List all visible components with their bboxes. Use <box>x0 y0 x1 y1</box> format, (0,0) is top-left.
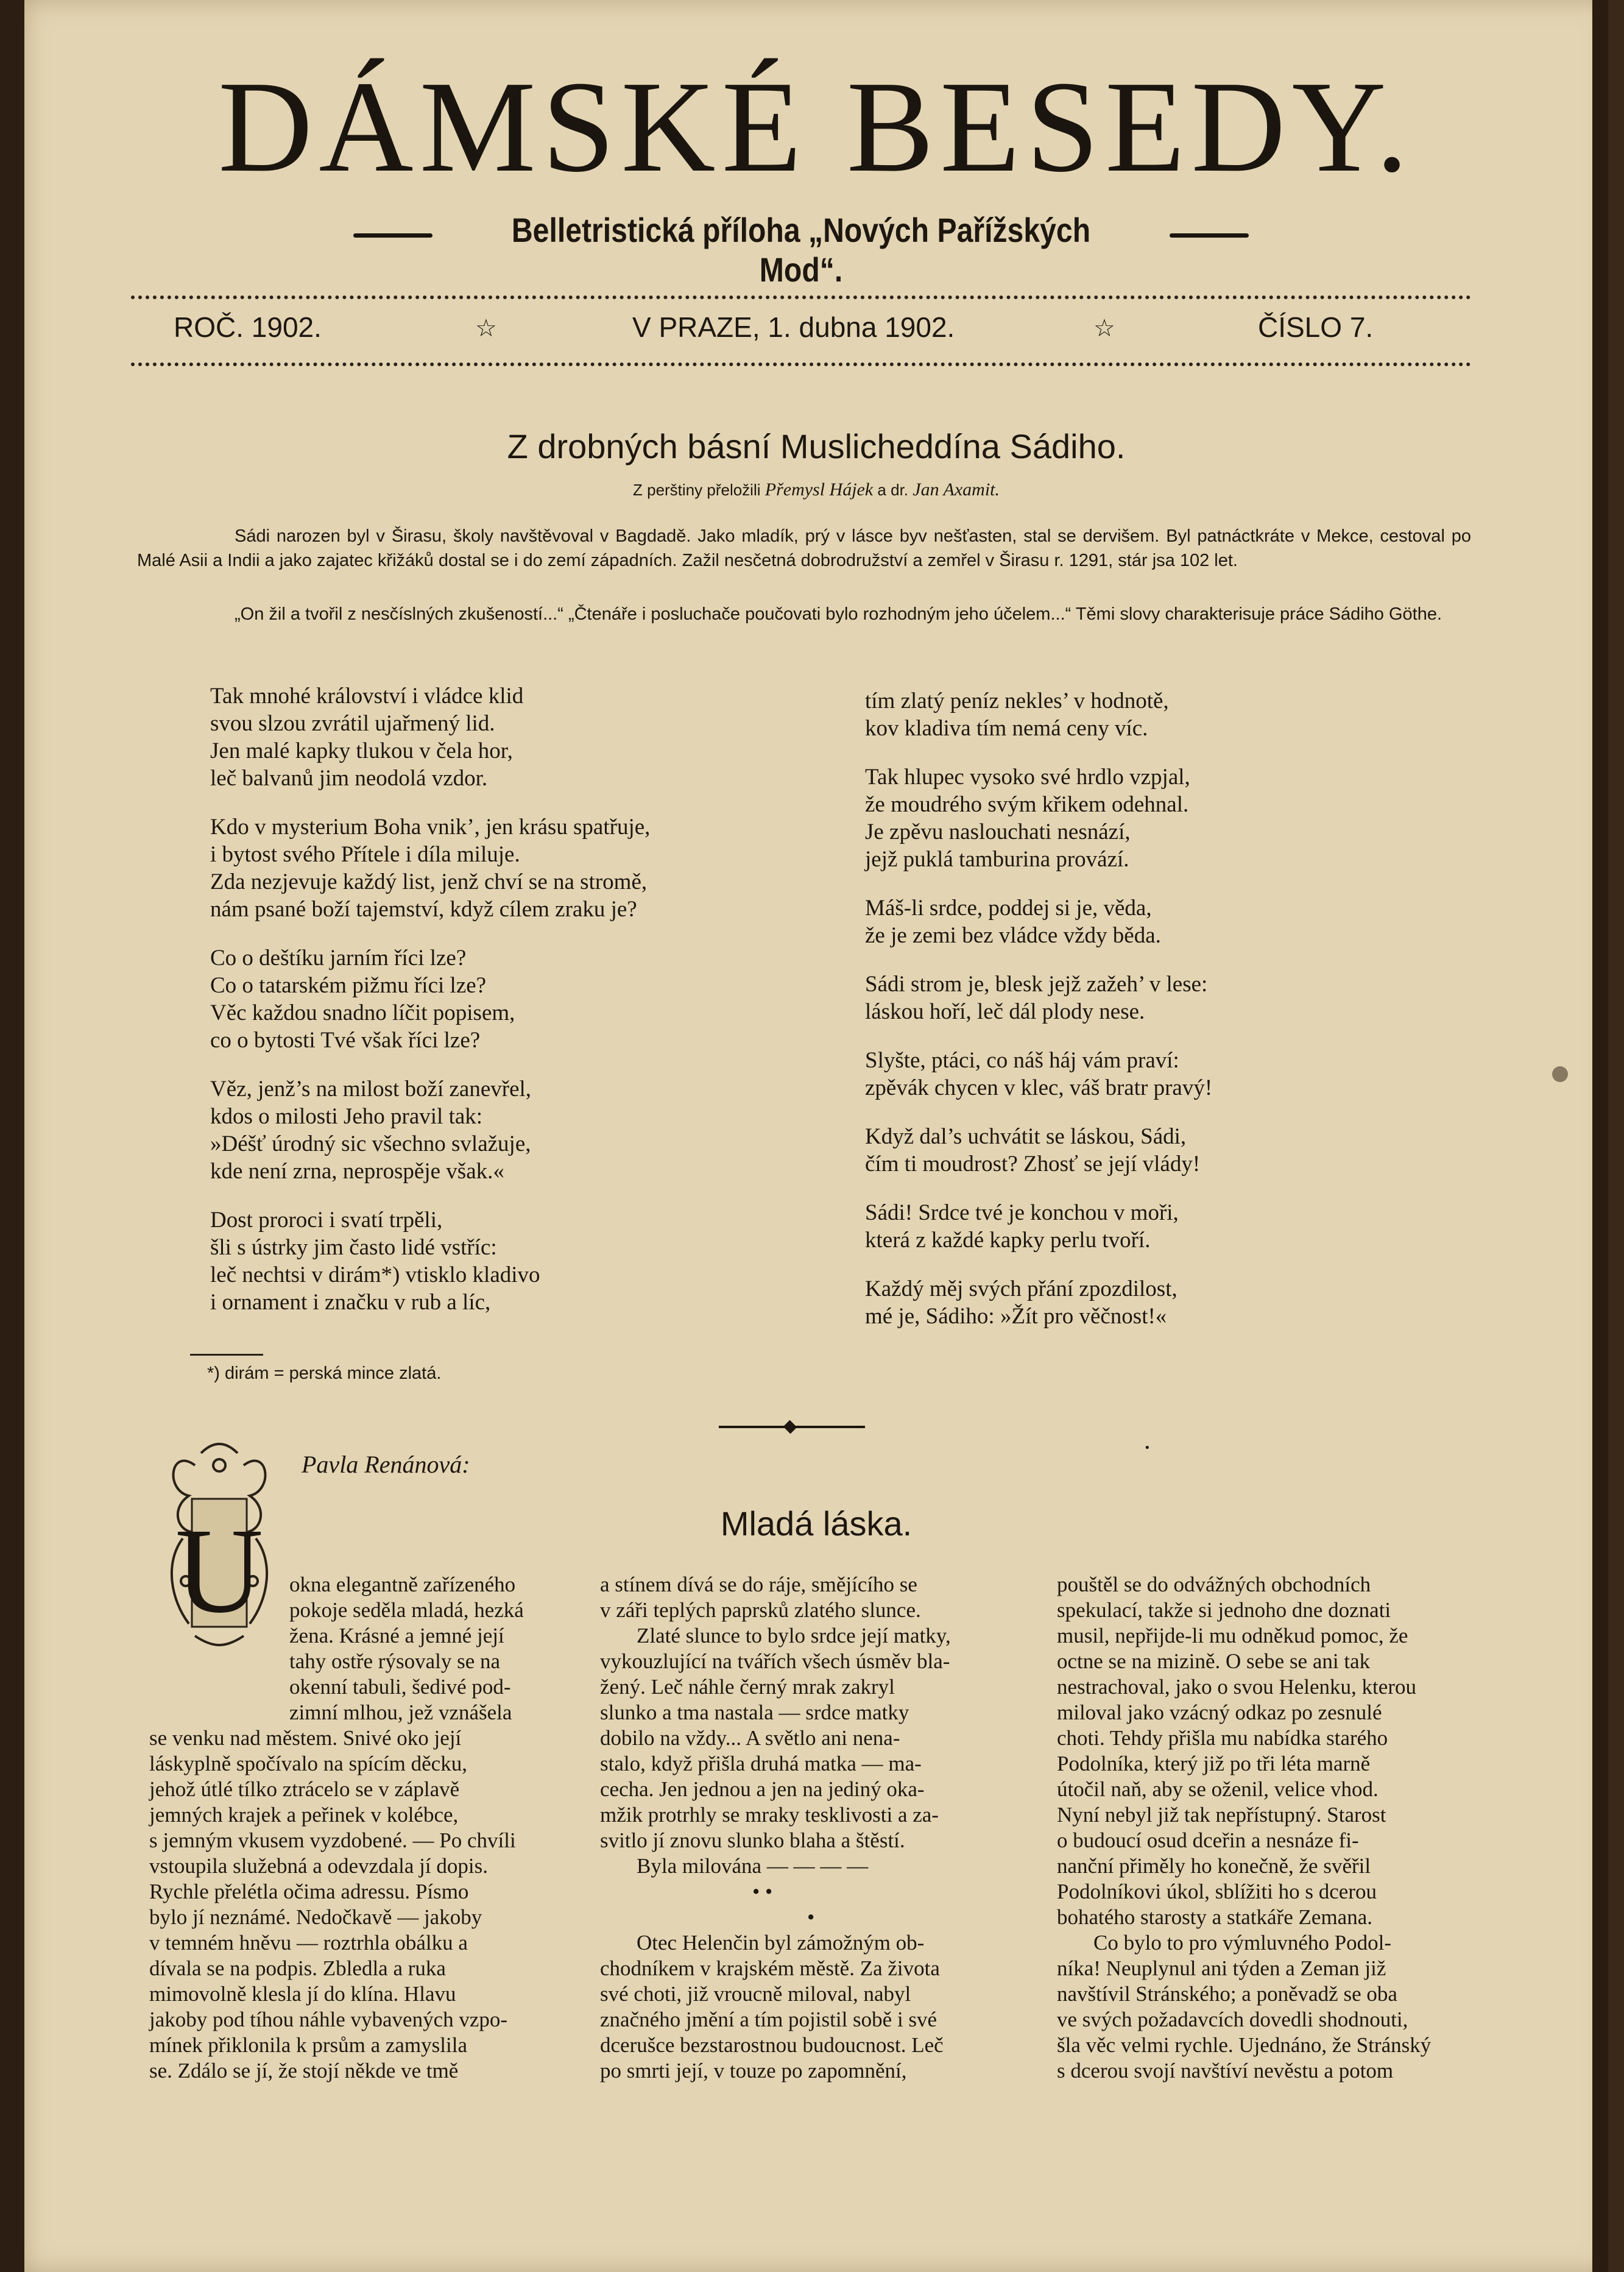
story-line: mínek přiklonila k prsům a zamyslila <box>149 2033 467 2057</box>
ornament-diamond-icon <box>783 1420 797 1434</box>
story-line: útočil naň, aby se oženil, velice vhod. <box>1057 1777 1379 1801</box>
story-line: své choti, již vroucně miloval, nabyl <box>600 1982 911 2006</box>
poem-stanza <box>865 894 1413 949</box>
poem-line: kde není zrna, neprospěje však.« <box>210 1159 504 1184</box>
story-line: se. Zdálo se jí, že stojí někde ve tmě <box>149 2059 459 2083</box>
story-line: cecha. Jen jednou a jen na jediný oka- <box>600 1777 925 1801</box>
story-line: Podolníka, který již po tři léta marně <box>1057 1752 1371 1775</box>
story-title: Mladá láska. <box>720 1504 913 1543</box>
story-line: navštívil Stránského; a poněvadž se oba <box>1057 1982 1397 2006</box>
issue-info-row <box>24 311 1608 353</box>
story-line: • <box>807 1905 815 1929</box>
footnote-rule <box>190 1354 263 1356</box>
story-line: tahy ostře rýsovaly se na <box>289 1649 501 1673</box>
poem-line: i ornament i značku v rub a líc, <box>210 1290 491 1315</box>
story-line: musil, nepřijde-li mu odněkud pomoc, že <box>1057 1624 1408 1647</box>
poem-intro-paragraph: „On žil a tvořil z nesčíslných zkušeností...“ „Čtenáře i posluchače poučovati bylo rozhodným jeho účelem...“ Těmi slovy charakterisuje práce Sádiho Göthe. <box>235 604 1442 624</box>
story-line: ve svých požadavcích dovedli shodnouti, <box>1057 2008 1408 2031</box>
poem-line: Je zpěvu naslouchati nesnází, <box>865 819 1131 844</box>
story-line: v temném hněvu — roztrhla obálku a <box>149 1931 468 1955</box>
story-line: vykouzlující na tvářích všech úsměv bla- <box>600 1649 950 1673</box>
story-line: okna elegantně zařízeného <box>289 1573 516 1596</box>
poem-line: »Déšť úrodný sic všechno svlažuje, <box>210 1131 531 1156</box>
story-line: Podolníkovi úkol, sblížiti ho s dcerou <box>1057 1880 1377 1903</box>
poem-line: kdos o milosti Jeho pravil tak: <box>210 1104 483 1129</box>
poem-stanza <box>865 1199 1413 1254</box>
poem-line: láskou hoří, leč dál plody nese. <box>865 999 1145 1024</box>
story-author: Pavla Renánová: <box>302 1451 470 1478</box>
translators-line <box>24 480 1608 500</box>
story-line: značného jmění a tím pojistil sobě i své <box>600 2008 937 2031</box>
story-line: miloval jako vzácný odkaz po zesnulé <box>1057 1700 1382 1724</box>
translator-name: Jan Axamit. <box>913 480 1000 500</box>
poem-line: Co o tatarském pižmu říci lze? <box>210 973 487 998</box>
story-column-1 <box>149 1572 570 2084</box>
poem-column-left <box>210 682 789 1337</box>
poem-line: Tak hlupec vysoko své hrdlo vzpjal, <box>865 765 1190 790</box>
story-line: Nyní nebyl již tak nepřístupný. Starost <box>1057 1803 1386 1827</box>
poem-stanza <box>865 971 1413 1025</box>
story-line: Otec Helenčin byl zámožným ob- <box>637 1931 925 1955</box>
poem-stanza <box>865 1123 1413 1178</box>
story-line: pokoje seděla mladá, hezká <box>289 1598 524 1622</box>
story-line: s jemným vkusem vyzdobené. — Po chvíli <box>149 1828 516 1852</box>
story-line: žený. Leč náhle černý mrak zakryl <box>600 1675 895 1699</box>
poem-line: Jen malé kapky tlukou v čela hor, <box>210 738 513 763</box>
poem-line: Zda nezjevuje každý list, jenž chví se na stromě, <box>210 869 648 894</box>
poem-line: šli s ústrky jim často lidé vstříc: <box>210 1235 497 1260</box>
story-line: svitlo jí znovu slunko blaha a štěstí. <box>600 1828 905 1852</box>
story-line: Byla milována — — — — <box>637 1854 869 1878</box>
poem-stanza <box>865 1275 1413 1330</box>
masthead-subtitle-row <box>353 210 1249 289</box>
poem-line: Sádi strom je, blesk jejž zažeh’ v lese: <box>865 972 1208 997</box>
poem-line: že moudrého svým křikem odehnal. <box>865 792 1189 817</box>
story-line: níka! Neuplynul ani týden a Zeman již <box>1057 1956 1386 1980</box>
poem-stanza <box>210 1206 789 1316</box>
poem-line: Když dal’s uchvátit se láskou, Sádi, <box>865 1124 1187 1149</box>
poem-line: zpěvák chycen v klec, váš bratr pravý! <box>865 1075 1213 1100</box>
story-line: pouštěl se do odvážných obchodních <box>1057 1573 1371 1596</box>
poem-stanza <box>210 813 789 923</box>
newspaper-page <box>24 0 1608 2272</box>
story-line: láskyplně spočívalo na spícím děcku, <box>149 1752 467 1775</box>
ink-smudge <box>1552 1066 1568 1082</box>
poem-stanza <box>210 682 789 792</box>
dotted-rule-top <box>131 296 1471 299</box>
poem-line: Věc každou snadno líčit popisem, <box>210 1000 515 1025</box>
poem-stanza <box>210 944 789 1054</box>
story-line: • • <box>752 1880 773 1903</box>
story-line: po smrti její, v touze po zapomnění, <box>600 2059 907 2083</box>
issue-year: ROČ. 1902. <box>174 311 322 343</box>
poem-line: Dost proroci i svatí trpěli, <box>210 1208 443 1233</box>
binding-edge <box>0 0 24 2272</box>
poem-line: Tak mnohé království i vládce klid <box>210 684 524 709</box>
story-line: Zlaté slunce to bylo srdce její matky, <box>637 1624 951 1647</box>
poem-line: která z každé kapky perlu tvoří. <box>865 1228 1151 1253</box>
story-line: nanční přiměly ho konečně, že svěřil <box>1057 1854 1371 1878</box>
story-line: žena. Krásné a jemné její <box>289 1624 504 1647</box>
story-line: jehož útlé tílko ztrácelo se v záplavě <box>149 1777 460 1801</box>
story-line: mžik protrhly se mraky tesklivosti a za- <box>600 1803 939 1827</box>
poem-stanza <box>865 763 1413 873</box>
poem-line: Co o deštíku jarním říci lze? <box>210 946 467 971</box>
poem-title: Z drobných básní Muslicheddína Sádiho. <box>507 427 1126 465</box>
poem-line: tím zlatý peníz nekles’ v hodnotě, <box>865 688 1169 713</box>
footnote: *) dirám = perská mince zlatá. <box>207 1364 442 1383</box>
poem-line: leč balvanů jim neodolá vzdor. <box>210 766 488 791</box>
story-line: o budoucí osud dceřin a nesnáze fi- <box>1057 1828 1359 1852</box>
story-column-2 <box>600 1572 1020 2084</box>
story-line: nestrachoval, jako o svou Helenku, kterou <box>1057 1675 1416 1699</box>
story-line: dobilo na vždy... A světlo ani nena- <box>600 1726 900 1750</box>
issue-number: ČÍSLO 7. <box>1258 311 1374 343</box>
story-line: jakoby pod tíhou náhle vybavených vzpo- <box>149 2008 508 2031</box>
story-line: octne se na mizině. O sebe se ani tak <box>1057 1649 1371 1673</box>
story-line: spekulací, takže si jednoho dne doznati <box>1057 1598 1391 1622</box>
masthead-subtitle: Belletristická příloha „Nových Pařížských Mod“. <box>511 211 1091 289</box>
poem-line: jejž puklá tamburina provází. <box>865 847 1129 872</box>
subtitle-rule-left <box>353 233 432 238</box>
story-line: bohatého starosty a statkáře Zemana. <box>1057 1905 1372 1929</box>
story-line: stalo, když přišla druhá matka — ma- <box>600 1752 922 1775</box>
story-line: dcerušce bezstarostnou budoucnost. Leč <box>600 2033 944 2057</box>
story-line: jemných krajek a peřinek v kolébce, <box>149 1803 459 1827</box>
story-line: mimovolně klesla jí do klína. Hlavu <box>149 1982 456 2006</box>
story-line: v záři teplých paprsků zlatého slunce. <box>600 1598 921 1622</box>
poem-stanza <box>210 1075 789 1185</box>
print-speck: • <box>1144 1442 1151 1454</box>
translators-and: a dr. <box>877 481 909 499</box>
poem-line: Sádi! Srdce tvé je konchou v moři, <box>865 1200 1179 1225</box>
story-line: bylo jí neznámé. Nedočkavě — jakoby <box>149 1905 482 1929</box>
poem-line: Máš-li srdce, poddej si je, věda, <box>865 896 1152 921</box>
masthead-title: DÁMSKÉ BESEDY. <box>218 54 1414 199</box>
story-line: s dcerou svojí navštíví nevěstu a potom <box>1057 2059 1394 2083</box>
story-line: vstoupila služebná a odevzdala jí dopis. <box>149 1854 488 1878</box>
story-line: šla věc velmi rychle. Ujednáno, že Stránský <box>1057 2033 1432 2057</box>
poem-line: co o bytosti Tvé však říci lze? <box>210 1028 481 1053</box>
poem-line: čím ti moudrost? Zhosť se její vlády! <box>865 1152 1201 1177</box>
story-line: okenní tabuli, šedivé pod- <box>289 1675 511 1699</box>
story-line: choti. Tehdy přišla mu nabídka starého <box>1057 1726 1388 1750</box>
issue-place-date: V PRAZE, 1. dubna 1902. <box>632 311 955 343</box>
story-line: zimní mlhou, jež vznášela <box>289 1700 512 1724</box>
poem-intro-paragraph: Sádi narozen byl v Širasu, školy navštěvoval v Bagdadě. Jako mladík, prý v lásce byv nešťasten, stal se dervišem. Byl patnáctkráte v Mekce, cestoval po Malé Asii a Indii a jako zajatec křižáků dostal se i do zemí západních. Zažil nesčetná dobrodružství a zemřel v Širasu r. 1291, stár jsa 102 let. <box>137 526 1471 570</box>
poem-line: Slyšte, ptáci, co náš háj vám praví: <box>865 1048 1179 1073</box>
translators-prefix: Z perštiny přeložili <box>633 481 761 499</box>
story-column-3 <box>1057 1572 1495 2084</box>
poem-stanza <box>865 1047 1413 1102</box>
poem-line: mé je, Sádiho: »Žít pro věčnost!« <box>865 1304 1167 1329</box>
poem-line: že je zemi bez vládce vždy běda. <box>865 923 1161 948</box>
story-line: a stínem dívá se do ráje, smějícího se <box>600 1573 917 1596</box>
poem-line: leč nechtsi v dirám*) vtisklo kladivo <box>210 1262 540 1287</box>
translator-name: Přemysl Hájek <box>764 480 874 500</box>
star-icon: ☆ <box>1093 315 1115 342</box>
story-line: Co bylo to pro výmluvného Podol- <box>1093 1931 1392 1955</box>
subtitle-rule-right <box>1170 233 1249 238</box>
poem-line: Kdo v mysterium Boha vnik’, jen krásu spatřuje, <box>210 815 651 840</box>
story-line: se venku nad městem. Snivé oko její <box>149 1726 462 1750</box>
story-line: dívala se na podpis. Zbledla a ruka <box>149 1956 446 1980</box>
dotted-rule-bottom <box>131 363 1471 366</box>
poem-line: svou slzou zvrátil ujařmený lid. <box>210 711 495 736</box>
story-line: chodníkem v krajském městě. Za života <box>600 1956 940 1980</box>
poem-stanza <box>865 687 1413 742</box>
dropcap-letter: U <box>175 1504 264 1638</box>
poem-column-right <box>865 687 1413 1351</box>
poem-line: i bytost svého Přítele i díla miluje. <box>210 842 520 867</box>
poem-line: kov kladiva tím nemá ceny víc. <box>865 716 1148 741</box>
story-line: Rychle přelétla očima adressu. Písmo <box>149 1880 469 1903</box>
poem-line: nám psané boží tajemství, když cílem zraku je? <box>210 897 637 922</box>
story-line: slunko a tma nastala — srdce matky <box>600 1700 909 1724</box>
poem-line: Věz, jenž’s na milost boží zanevřel, <box>210 1077 532 1102</box>
poem-line: Každý měj svých přání zpozdilost, <box>865 1276 1177 1301</box>
star-icon: ☆ <box>475 315 497 342</box>
